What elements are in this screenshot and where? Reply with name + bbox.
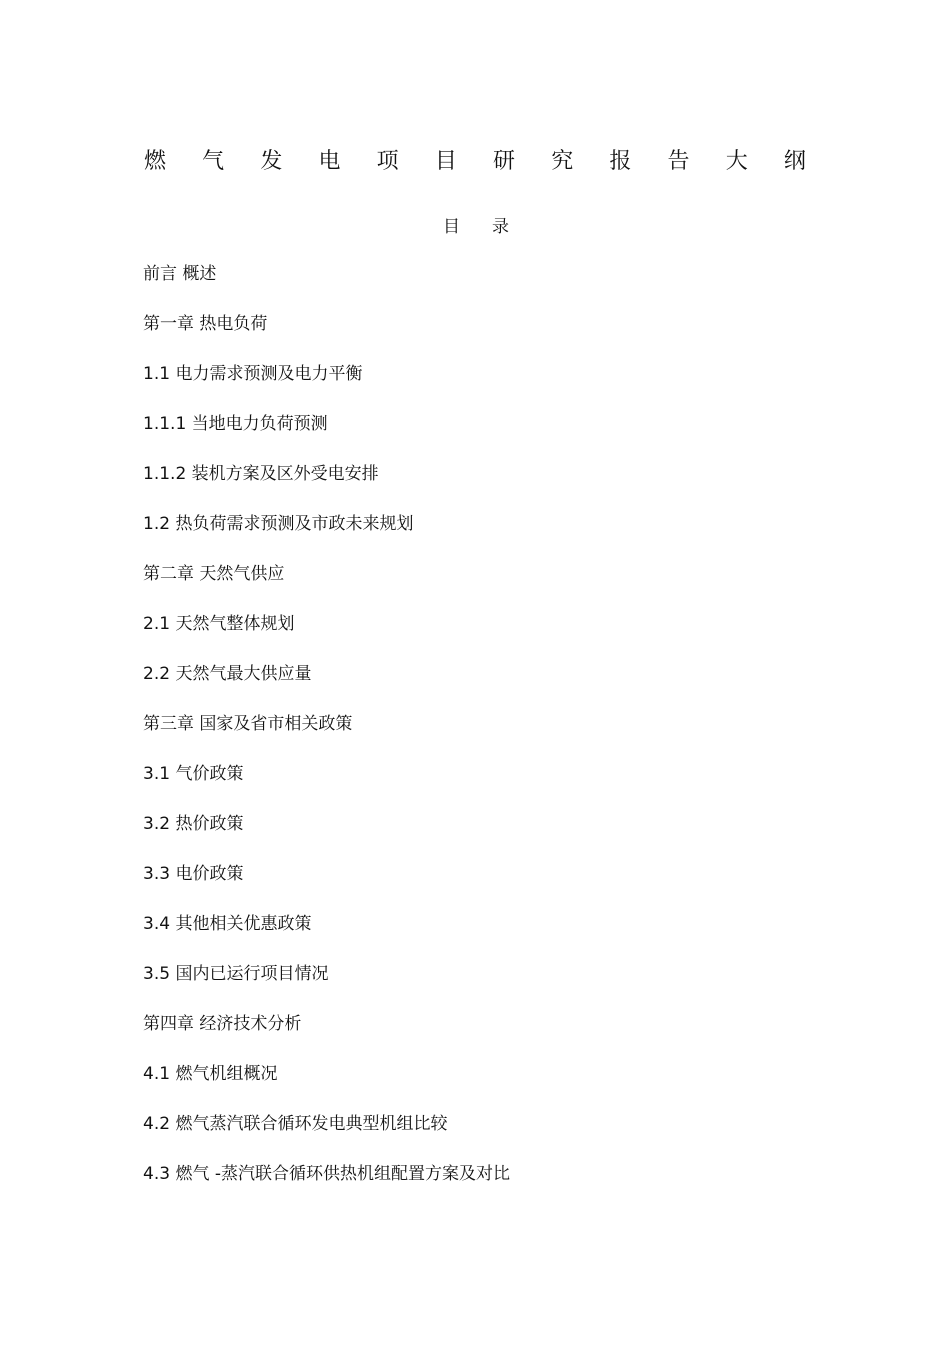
title-char: 告 <box>667 148 690 174</box>
table-of-contents <box>143 262 510 1212</box>
toc-entry: 第二章 天然气供应 <box>143 564 285 584</box>
title-char: 发 <box>260 148 283 174</box>
title-char: 电 <box>318 148 341 174</box>
title-char: 报 <box>609 148 632 174</box>
title-char: 大 <box>725 148 748 174</box>
toc-entry: 4.1 燃气机组概况 <box>143 1064 278 1084</box>
toc-entry: 2.2 天然气最大供应量 <box>143 664 312 684</box>
toc-entry: 第三章 国家及省市相关政策 <box>143 714 353 734</box>
toc-heading-char: 目 <box>443 217 460 237</box>
toc-entry: 第一章 热电负荷 <box>143 314 268 334</box>
toc-heading <box>443 212 509 237</box>
toc-entry: 1.1 电力需求预测及电力平衡 <box>143 364 363 384</box>
toc-entry: 3.5 国内已运行项目情况 <box>143 964 329 984</box>
title-char: 纲 <box>783 148 806 174</box>
toc-entry: 3.1 气价政策 <box>143 764 244 784</box>
toc-entry: 1.1.2 装机方案及区外受电安排 <box>143 464 379 484</box>
toc-entry: 1.1.1 当地电力负荷预测 <box>143 414 328 434</box>
title-char: 项 <box>376 148 399 174</box>
title-char: 研 <box>493 148 516 174</box>
title-char: 目 <box>434 148 457 174</box>
toc-entry: 第四章 经济技术分析 <box>143 1014 302 1034</box>
toc-entry: 4.2 燃气蒸汽联合循环发电典型机组比较 <box>143 1114 448 1134</box>
title-char: 究 <box>551 148 574 174</box>
toc-heading-char: 录 <box>492 217 509 237</box>
toc-entry: 2.1 天然气整体规划 <box>143 614 295 634</box>
title-char: 气 <box>202 148 225 174</box>
toc-entry: 3.3 电价政策 <box>143 864 244 884</box>
toc-entry: 4.3 燃气 -蒸汽联合循环供热机组配置方案及对比 <box>143 1164 510 1184</box>
toc-entry: 1.2 热负荷需求预测及市政未来规划 <box>143 514 414 534</box>
toc-entry: 3.2 热价政策 <box>143 814 244 834</box>
document-title <box>143 142 807 176</box>
toc-entry: 3.4 其他相关优惠政策 <box>143 914 312 934</box>
toc-entry: 前言 概述 <box>143 264 217 284</box>
title-char: 燃 <box>143 148 166 174</box>
